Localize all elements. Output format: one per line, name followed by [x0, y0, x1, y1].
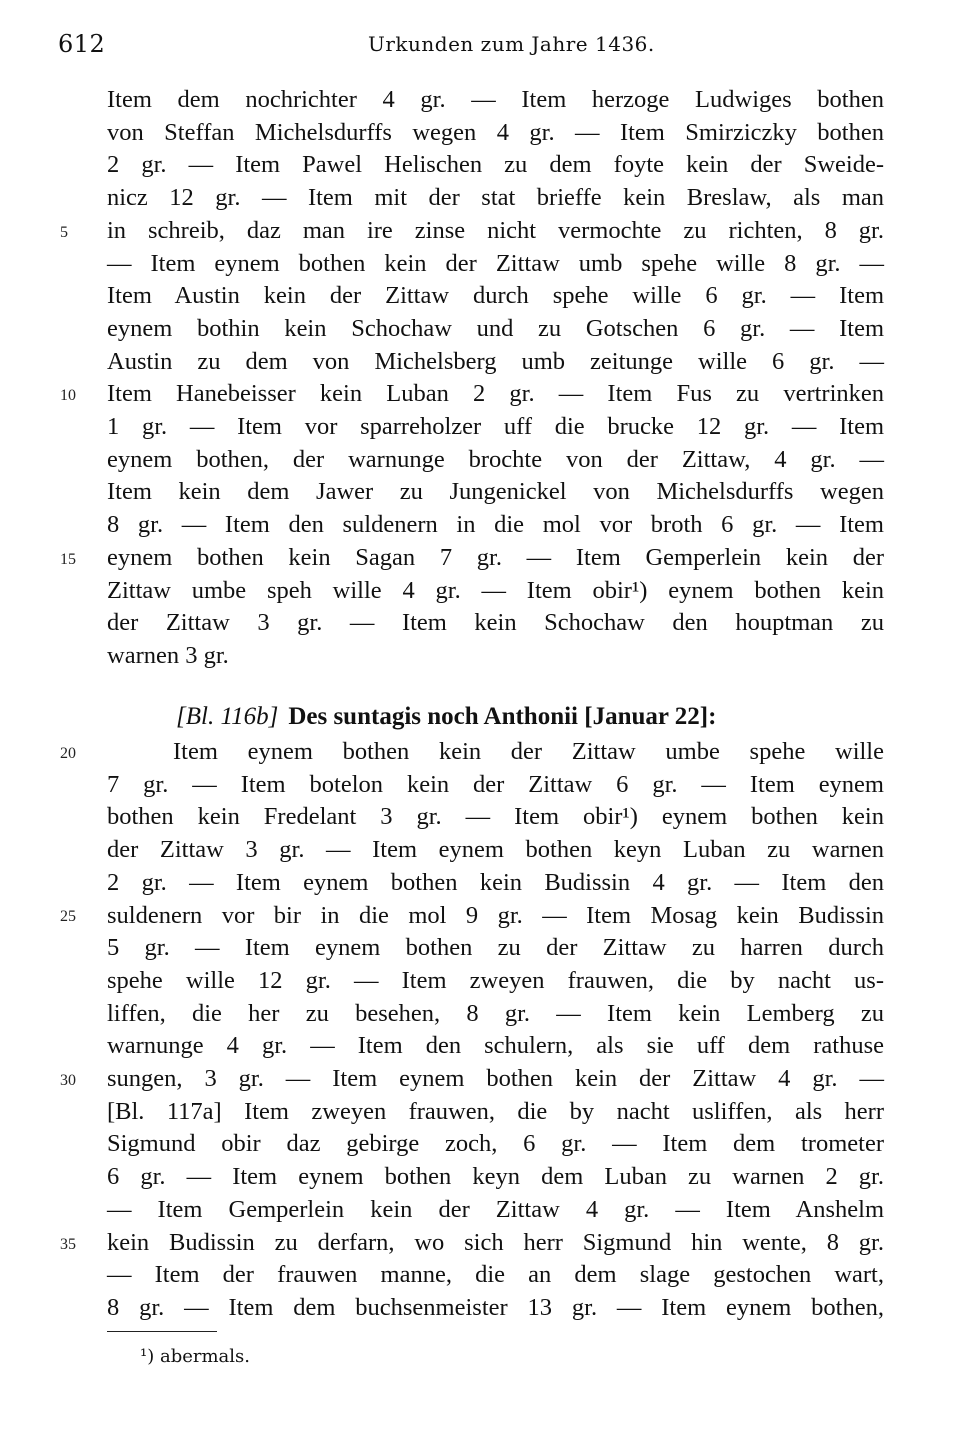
text-line: Austin zu dem von Michelsberg umb zeitunge wille 6 gr. — [107, 347, 884, 375]
text-line: warnen 3 gr. [107, 641, 229, 669]
running-head: Urkunden zum Jahre 1436. [368, 32, 655, 56]
text-line: [Bl. 117a] Item zweyen frauwen, die by nacht usliffen, als herr [107, 1097, 884, 1125]
text-line: Item eynem bothen kein der Zittaw umbe spehe wille [173, 738, 884, 765]
text-line: 2 gr. — Item eynem bothen kein Budissin 4 gr. — Item den [107, 868, 884, 896]
text-line: — Item der frauwen manne, die an dem slage gestochen wart, [107, 1261, 884, 1289]
line-number: 20 [60, 745, 76, 762]
footnote: ¹) abermals. [140, 1346, 250, 1367]
text-line: spehe wille 12 gr. — Item zweyen frauwen, die by nacht us- [107, 966, 884, 994]
folio-reference: [Bl. 116b] [176, 703, 279, 730]
text-line: sungen, 3 gr. — Item eynem bothen kein der Zittaw 4 gr. — [107, 1065, 884, 1092]
heading-text: Des suntagis noch Anthonii [Januar 22]: [288, 703, 717, 730]
text-line: Item dem nochrichter 4 gr. — Item herzoge Ludwiges bothen [107, 86, 884, 113]
text-line: eynem bothen kein Sagan 7 gr. — Item Gemperlein kein der [107, 543, 884, 571]
line-number: 15 [60, 551, 76, 568]
text-line: nicz 12 gr. — Item mit der stat brieffe kein Breslaw, als man [107, 184, 884, 212]
line-number: 35 [60, 1236, 76, 1253]
text-line: von Steffan Michelsdurffs wegen 4 gr. — Item Smirziczky bothen [107, 118, 884, 146]
text-line: eynem bothen, der warnunge brochte von der Zittaw, 4 gr. — [107, 445, 884, 473]
text-line: 8 gr. — Item den suldenern in die mol vor broth 6 gr. — Item [107, 511, 884, 539]
section-heading [176, 703, 716, 731]
line-number: 25 [60, 908, 76, 925]
footnote-rule [107, 1331, 217, 1332]
text-line: Sigmund obir daz gebirge zoch, 6 gr. — Item dem trometer [107, 1130, 884, 1158]
line-number: 10 [60, 387, 76, 404]
text-line: Item Hanebeisser kein Luban 2 gr. — Item Fus zu vertrinken [107, 380, 884, 408]
text-line: Item Austin kein der Zittaw durch spehe wille 6 gr. — Item [107, 282, 884, 310]
text-line: 2 gr. — Item Pawel Helischen zu dem foyte kein der Sweide- [107, 151, 884, 179]
text-line: 1 gr. — Item vor sparreholzer uff die brucke 12 gr. — Item [107, 413, 884, 440]
text-line: 7 gr. — Item botelon kein der Zittaw 6 gr. — Item eynem [107, 770, 884, 798]
text-line: bothen kein Fredelant 3 gr. — Item obir¹) eynem bothen kein [107, 803, 884, 831]
page-header [58, 30, 898, 66]
text-line: suldenern vor bir in die mol 9 gr. — Item Mosag kein Budissin [107, 901, 884, 929]
text-line: der Zittaw 3 gr. — Item eynem bothen keyn Luban zu warnen [107, 836, 884, 864]
text-line: eynem bothin kein Schochaw und zu Gotschen 6 gr. — Item [107, 314, 884, 342]
text-line: 5 gr. — Item eynem bothen zu der Zittaw zu harren durch [107, 934, 884, 962]
text-line: 6 gr. — Item eynem bothen keyn dem Luban zu warnen 2 gr. [107, 1163, 884, 1191]
text-line: — Item Gemperlein kein der Zittaw 4 gr. — Item Anshelm [107, 1195, 884, 1223]
line-number: 30 [60, 1072, 76, 1089]
page-number: 612 [58, 30, 106, 58]
text-line: 8 gr. — Item dem buchsenmeister 13 gr. — Item eynem bothen, [107, 1293, 884, 1321]
line-number: 5 [60, 224, 68, 241]
text-line: in schreib, daz man ire zinse nicht vermochte zu richten, 8 gr. [107, 216, 884, 244]
text-line: — Item eynem bothen kein der Zittaw umb spehe wille 8 gr. — [107, 249, 884, 277]
text-line: kein Budissin zu derfarn, wo sich herr Sigmund hin wente, 8 gr. [107, 1228, 884, 1256]
text-line: liffen, die her zu besehen, 8 gr. — Item kein Lemberg zu [107, 999, 884, 1027]
text-line: warnunge 4 gr. — Item den schulern, als sie uff dem rathuse [107, 1032, 884, 1060]
text-line: Zittaw umbe speh wille 4 gr. — Item obir¹) eynem bothen kein [107, 576, 884, 604]
text-line: der Zittaw 3 gr. — Item kein Schochaw den houptman zu [107, 609, 884, 637]
text-line: Item kein dem Jawer zu Jungenickel von Michelsdurffs wegen [107, 478, 884, 506]
